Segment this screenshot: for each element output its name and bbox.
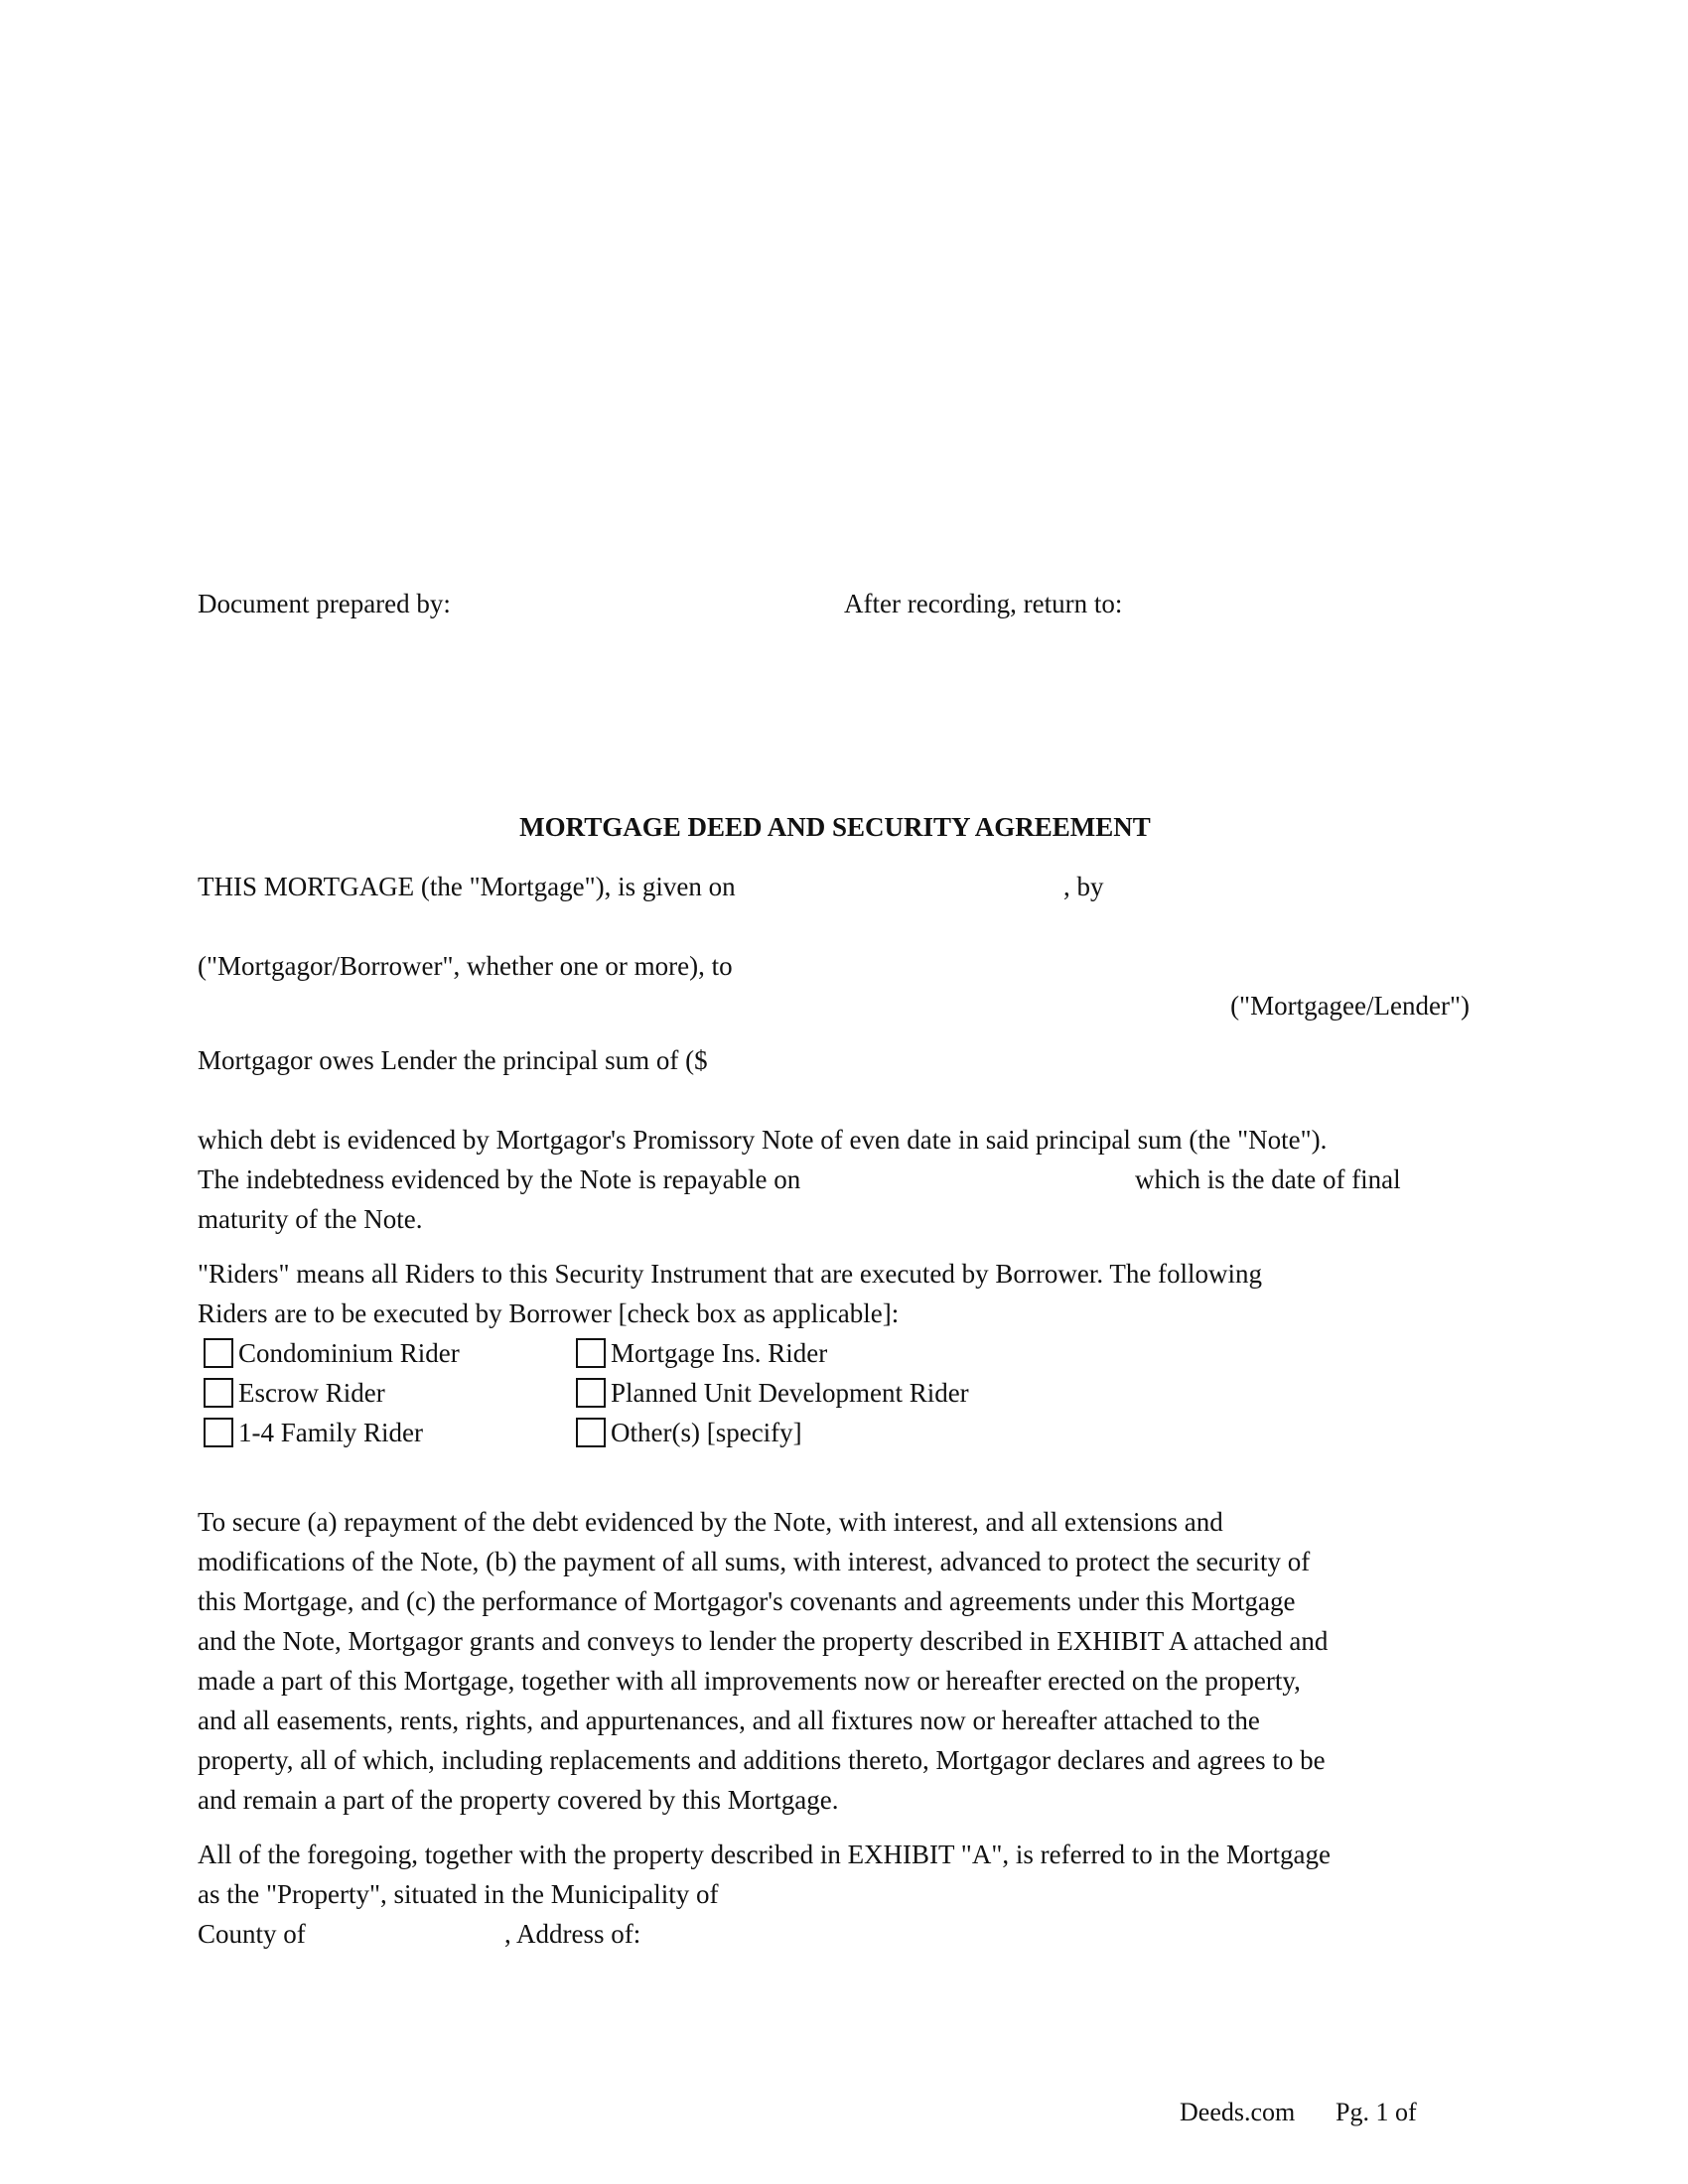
return-to-label: After recording, return to: xyxy=(844,589,1123,618)
footer-site: Deeds.com xyxy=(1180,2098,1296,2126)
secure-line-6: and all easements, rents, rights, and appurtenances, and all fixtures now or hereafter attached to the xyxy=(198,1706,1260,1735)
rider-1-4-family[interactable] xyxy=(204,1413,423,1452)
property-line-1: All of the foregoing, together with the property described in EXHIBIT "A", is referred to in the Mortgage xyxy=(198,1840,1331,1869)
document-title xyxy=(0,807,1688,847)
riders-line-1: "Riders" means all Riders to this Security Instrument that are executed by Borrower. The following xyxy=(198,1259,1263,1289)
intro-given-on: THIS MORTGAGE (the "Mortgage"), is given on xyxy=(198,872,736,901)
county-label: County of xyxy=(198,1919,306,1949)
mortgagor-label: ("Mortgagor/Borrower", whether one or more), to xyxy=(198,951,733,981)
secure-line-4: and the Note, Mortgagor grants and conveys to lender the property described in EXHIBIT A attached and xyxy=(198,1626,1329,1656)
rider-condominium[interactable] xyxy=(204,1333,460,1373)
secure-line-7: property, all of which, including replacements and additions thereto, Mortgagor declares and agrees to be xyxy=(198,1745,1326,1775)
checkbox-condominium[interactable] xyxy=(204,1338,233,1368)
prepared-by-label: Document prepared by: xyxy=(198,589,451,618)
rider-planned-unit-label: Planned Unit Development Rider xyxy=(611,1378,969,1408)
checkbox-mortgage-ins[interactable] xyxy=(576,1338,606,1368)
secure-line-2: modifications of the Note, (b) the payment of all sums, with interest, advanced to protect the security of xyxy=(198,1547,1311,1576)
address-label: , Address of: xyxy=(504,1919,641,1949)
document-title-text: MORTGAGE DEED AND SECURITY AGREEMENT xyxy=(519,812,1151,842)
secure-line-8: and remain a part of the property covered by this Mortgage. xyxy=(198,1785,839,1815)
rider-escrow[interactable] xyxy=(204,1373,385,1413)
secure-line-5: made a part of this Mortgage, together with all improvements now or hereafter erected on the property, xyxy=(198,1666,1301,1696)
note-line-3: maturity of the Note. xyxy=(198,1204,423,1234)
rider-condominium-label: Condominium Rider xyxy=(238,1338,460,1368)
riders-line-2: Riders are to be executed by Borrower [check box as applicable]: xyxy=(198,1298,900,1328)
footer-page-number: Pg. 1 of xyxy=(1336,2098,1417,2126)
rider-others-label: Other(s) [specify] xyxy=(611,1418,802,1447)
note-line-1: which debt is evidenced by Mortgagor's Promissory Note of even date in said principal sum (the "Note"). xyxy=(198,1125,1328,1155)
checkbox-1-4-family[interactable] xyxy=(204,1418,233,1447)
checkbox-planned-unit[interactable] xyxy=(576,1378,606,1408)
secure-line-1: To secure (a) repayment of the debt evidenced by the Note, with interest, and all extensions and xyxy=(198,1507,1223,1537)
rider-escrow-label: Escrow Rider xyxy=(238,1378,385,1408)
note-line-2-right: which is the date of final xyxy=(1135,1164,1401,1194)
rider-others[interactable] xyxy=(576,1413,802,1452)
rider-mortgage-ins-label: Mortgage Ins. Rider xyxy=(611,1338,828,1368)
checkbox-others[interactable] xyxy=(576,1418,606,1447)
secure-line-3: this Mortgage, and (c) the performance of Mortgagor's covenants and agreements under this Mortgage xyxy=(198,1586,1296,1616)
checkbox-escrow[interactable] xyxy=(204,1378,233,1408)
rider-1-4-family-label: 1-4 Family Rider xyxy=(238,1418,423,1447)
note-line-2-left: The indebtedness evidenced by the Note is repayable on xyxy=(198,1164,801,1194)
rider-planned-unit[interactable] xyxy=(576,1373,969,1413)
rider-mortgage-ins[interactable] xyxy=(576,1333,827,1373)
principal-sum-label: Mortgagor owes Lender the principal sum of ($ xyxy=(198,1045,708,1075)
property-line-2: as the "Property", situated in the Municipality of xyxy=(198,1879,719,1909)
mortgagee-label: ("Mortgagee/Lender") xyxy=(1230,991,1470,1021)
intro-by: , by xyxy=(1063,872,1104,901)
